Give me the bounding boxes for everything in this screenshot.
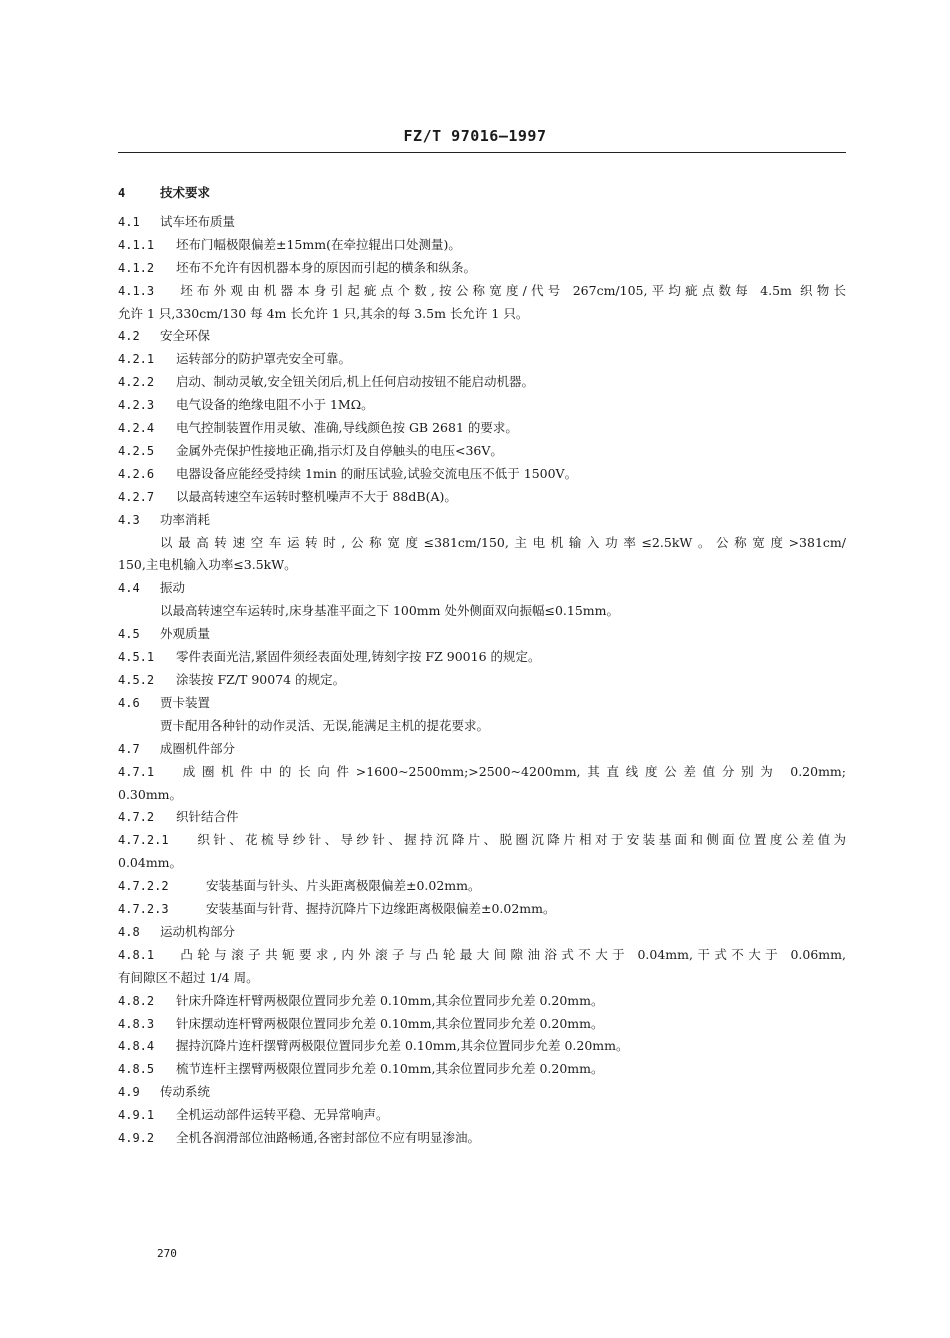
section-4-6-heading: 4.6 贾卡装置 [118,694,211,710]
clause-4-8-2: 4.8.2 针床升降连杆臂两极限位置同步允差 0.10mm,其余位置同步允差 0.20mm。 [118,992,604,1008]
header-rule [118,152,846,153]
clause-4-4-text: 以最高转速空车运转时,床身基准平面之下 100mm 处外侧面双向振幅≤0.15mm。 [160,603,619,619]
section-4-4-heading: 4.4 振动 [118,580,186,596]
section-4-3-heading: 4.3 功率消耗 [118,511,211,527]
standard-code-header: FZ/T 97016—1997 [403,127,547,145]
section-4-7-heading: 4.7 成圈机件部分 [118,740,236,756]
clause-4-2-5: 4.2.5 金属外壳保护性接地正确,指示灯及自停触头的电压<36V。 [118,442,503,458]
clause-4-2-6: 4.2.6 电器设备应能经受持续 1min 的耐压试验,试验交流电压不低于 1500V。 [118,465,578,481]
clause-4-8-1: 4.8.1 凸轮与滚子共轭要求,内外滚子与凸轮最大间隙油浴式不大于 0.04mm,干式不大于 0.06mm, [118,946,846,962]
clause-4-7-2-1-cont: 0.04mm。 [118,855,183,871]
clause-4-6-text: 贾卡配用各种针的动作灵活、无误,能满足主机的提花要求。 [160,717,489,733]
clause-4-8-4: 4.8.4 握持沉降片连杆摆臂两极限位置同步允差 0.10mm,其余位置同步允差 0.20mm。 [118,1038,629,1054]
clause-4-2-7: 4.2.7 以最高转速空车运转时整机噪声不大于 88dB(A)。 [118,488,457,504]
section-4-8-heading: 4.8 运动机构部分 [118,923,236,939]
clause-4-1-3: 4.1.3 坯布外观由机器本身引起疵点个数,按公称宽度/代号 267cm/105,平均疵点数每 4.5m 织物长 [118,282,846,298]
clause-4-5-1: 4.5.1 零件表面光洁,紧固件须经表面处理,铸刻字按 FZ 90016 的规定。 [118,649,541,665]
clause-4-7-2-1: 4.7.2.1 织针、花梳导纱针、导纱针、握持沉降片、脱圈沉降片相对于安装基面和侧面位置度公差值为 [118,832,846,848]
clause-4-3-text: 以最高转速空车运转时,公称宽度≤381cm/150,主电机输入功率≤2.5kW。公称宽度>381cm/ [160,534,846,550]
clause-4-3-cont: 150,主电机输入功率≤3.5kW。 [118,557,297,573]
clause-4-1-1: 4.1.1 坯布门幅极限偏差±15mm(在牵拉辊出口处测量)。 [118,236,461,252]
section-4-2-heading: 4.2 安全环保 [118,328,211,344]
clause-4-9-1: 4.9.1 全机运动部件运转平稳、无异常响声。 [118,1107,389,1123]
clause-4-7-2-3: 4.7.2.3 安装基面与针背、握持沉降片下边缘距离极限偏差±0.02mm。 [118,901,556,917]
section-4-9-heading: 4.9 传动系统 [118,1084,211,1100]
clause-4-1-3-cont: 允许 1 只,330cm/130 每 4m 长允许 1 只,其余的每 3.5m 长允许 1 只。 [118,305,529,321]
clause-4-2-4: 4.2.4 电气控制装置作用灵敏、准确,导线颜色按 GB 2681 的要求。 [118,420,518,436]
section-4-7-2-heading: 4.7.2 织针结合件 [118,809,239,825]
clause-4-7-1: 4.7.1 成圈机件中的长向件>1600~2500mm;>2500~4200mm,其直线度公差值分别为 0.20mm; [118,763,846,779]
clause-4-2-1: 4.2.1 运转部分的防护罩壳安全可靠。 [118,351,352,367]
section-4-1-heading: 4.1 试车坯布质量 [118,213,236,229]
clause-4-2-3: 4.2.3 电气设备的绝缘电阻不小于 1MΩ。 [118,397,374,413]
clause-4-1-2: 4.1.2 坯布不允许有因机器本身的原因而引起的横条和纵条。 [118,259,477,275]
clause-4-7-2-2: 4.7.2.2 安装基面与针头、片头距离极限偏差±0.02mm。 [118,878,481,894]
section-4-heading: 4 技术要求 [118,185,211,200]
clause-4-8-1-cont: 有间隙区不超过 1/4 周。 [118,969,259,985]
section-4-5-heading: 4.5 外观质量 [118,626,211,642]
page-number: 270 [157,1247,177,1260]
clause-4-8-3: 4.8.3 针床摆动连杆臂两极限位置同步允差 0.10mm,其余位置同步允差 0.20mm。 [118,1015,604,1031]
clause-4-2-2: 4.2.2 启动、制动灵敏,安全钮关闭后,机上任何启动按钮不能启动机器。 [118,374,534,390]
clause-4-9-2: 4.9.2 全机各润滑部位油路畅通,各密封部位不应有明显渗油。 [118,1130,480,1146]
clause-4-5-2: 4.5.2 涂装按 FZ/T 90074 的规定。 [118,672,346,687]
clause-4-8-5: 4.8.5 梳节连杆主摆臂两极限位置同步允差 0.10mm,其余位置同步允差 0.20mm。 [118,1061,604,1077]
document-body [118,182,846,1150]
clause-4-7-1-cont: 0.30mm。 [118,786,183,802]
